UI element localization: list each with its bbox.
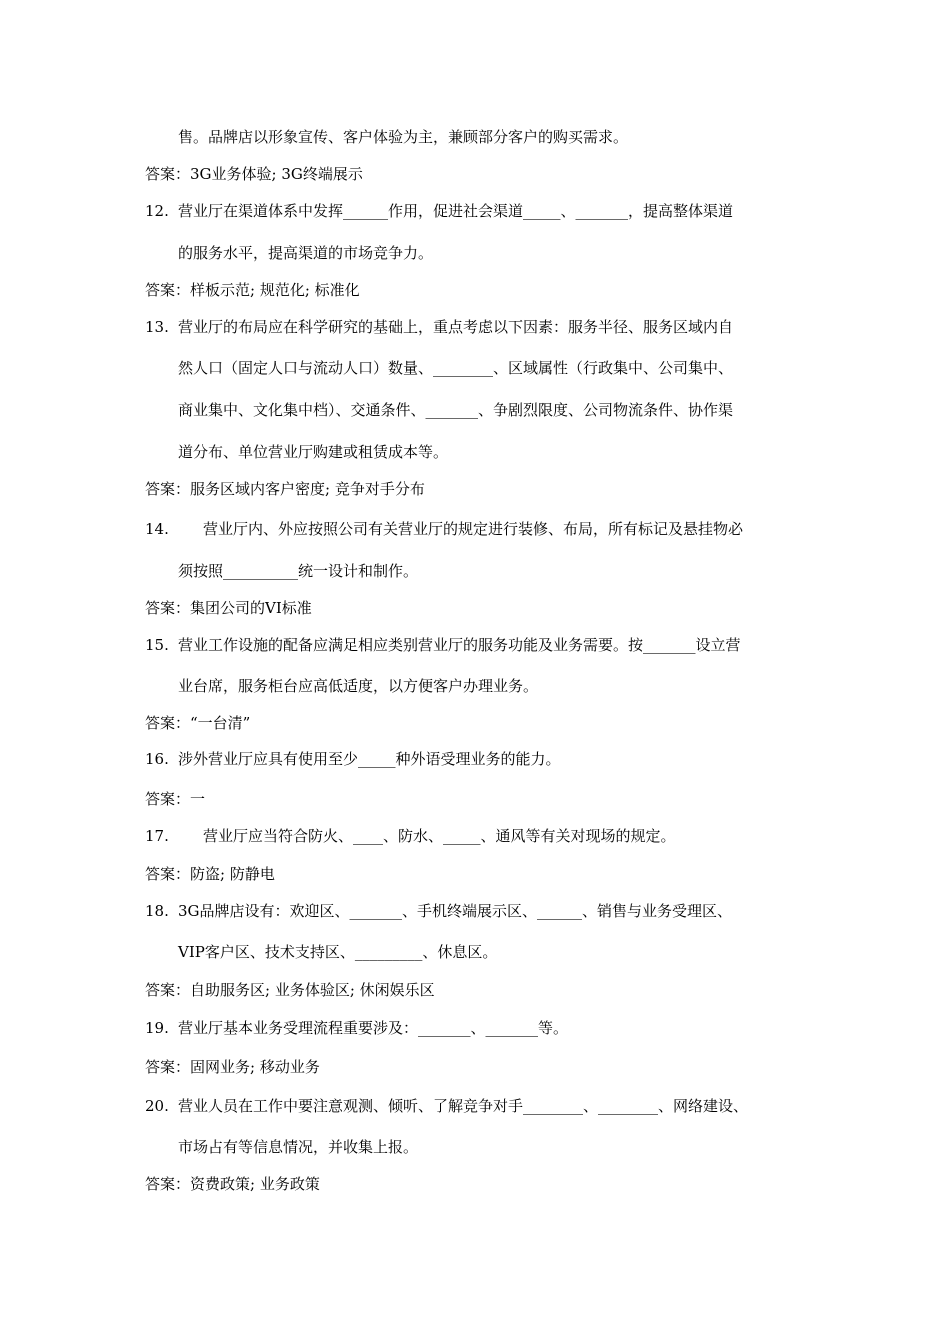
answer-line: 答案：自助服务区; 业务体验区; 休闲娱乐区 [145,981,435,999]
question-number: 18. [145,902,169,920]
text-line: 业台席，服务柜台应高低适度，以方便客户办理业务。 [178,677,539,695]
question-text: 营业厅的布局应在科学研究的基础上，重点考虑以下因素：服务半径、服务区域内自 [178,318,734,336]
question-text: 营业厅内、外应按照公司有关营业厅的规定进行装修、布局，所有标记及悬挂物必 [203,520,744,538]
question-17 [145,825,676,847]
question-number: 19. [145,1019,169,1037]
question-number: 15. [145,636,169,654]
answer-line: 答案：3G业务体验; 3G终端展示 [145,165,363,183]
question-number: 12. [145,202,169,220]
question-text: 营业厅在渠道体系中发挥______作用，促进社会渠道_____、_______，提高整体渠道 [178,202,734,220]
answer-line: 答案：固网业务; 移动业务 [145,1058,320,1076]
question-16 [145,748,561,770]
question-text: 营业工作设施的配备应满足相应类别营业厅的服务功能及业务需要。按_______设立营 [178,636,741,654]
question-text: 涉外营业厅应具有使用至少_____种外语受理业务的能力。 [178,750,561,768]
question-text: 营业厅基本业务受理流程重要涉及：_______、_______等。 [178,1019,569,1037]
text-line: 道分布、单位营业厅购建或租赁成本等。 [178,443,449,461]
answer-line: 答案：防盗; 防静电 [145,865,275,883]
question-number: 13. [145,318,169,336]
text-line: 的服务水平，提高渠道的市场竞争力。 [178,244,434,262]
text-line: VIP客户区、技术支持区、_________、休息区。 [178,943,498,961]
question-20 [145,1095,748,1117]
text-line: 市场占有等信息情况，并收集上报。 [178,1138,419,1156]
question-text: 3G品牌店设有：欢迎区、_______、手机终端展示区、______、销售与业务受理区、 [178,902,733,920]
question-text: 营业厅应当符合防火、____、防水、_____、通风等有关对现场的规定。 [203,827,676,845]
text-line: 售。品牌店以形象宣传、客户体验为主，兼顾部分客户的购买需求。 [178,128,629,146]
answer-line: 答案：集团公司的VI标准 [145,599,312,617]
question-number: 17. [145,827,169,845]
answer-line: 答案：一 [145,790,206,808]
question-number: 14. [145,520,169,538]
text-line: 然人口（固定人口与流动人口）数量、________、区域属性（行政集中、公司集中、 [178,359,734,377]
answer-line: 答案：服务区域内客户密度; 竞争对手分布 [145,480,425,498]
answer-line: 答案：样板示范; 规范化; 标准化 [145,281,360,299]
question-text: 营业人员在工作中要注意观测、倾听、了解竞争对手________、________、网络建设、 [178,1097,749,1115]
question-14 [145,518,743,540]
question-number: 20. [145,1097,169,1115]
answer-line: 答案：资费政策; 业务政策 [145,1175,320,1193]
question-15 [145,634,741,656]
question-18 [145,900,732,922]
text-line: 须按照__________统一设计和制作。 [178,562,419,580]
answer-line: 答案：“一台清” [145,714,251,732]
question-19 [145,1017,568,1039]
question-13 [145,316,733,338]
question-12 [145,200,733,222]
text-line: 商业集中、文化集中档）、交通条件、_______、争剧烈限度、公司物流条件、协作渠 [178,401,734,419]
question-number: 16. [145,750,169,768]
